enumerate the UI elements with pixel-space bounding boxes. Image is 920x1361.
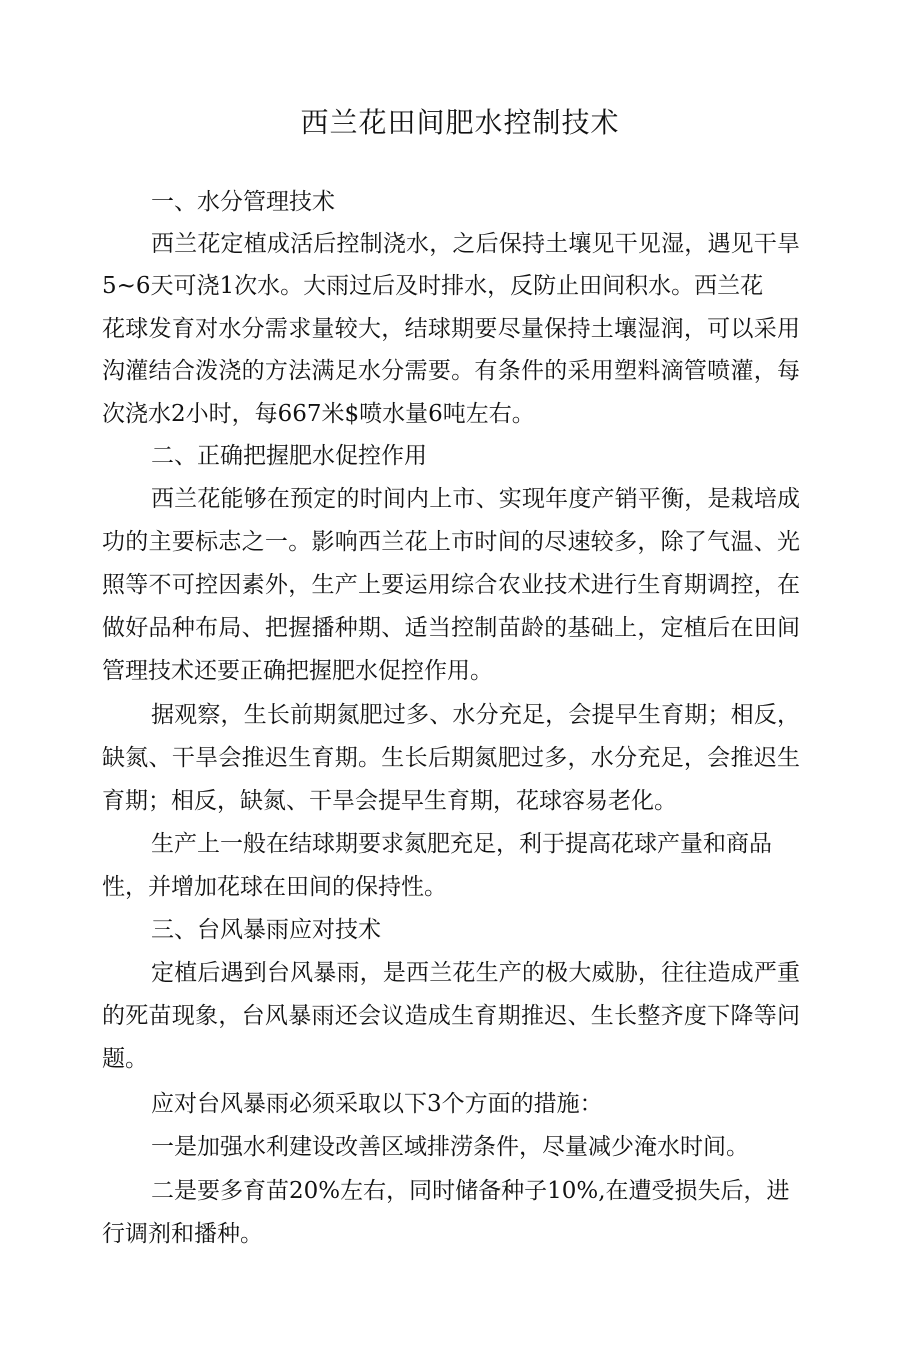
paragraph-line: 育期；相反，缺氮、干旱会提早生育期，花球容易老化。 — [102, 788, 677, 814]
paragraph-line: 一是加强水利建设改善区域排涝条件，尽量减少淹水时间。 — [151, 1134, 749, 1160]
paragraph-line: 题。 — [102, 1046, 148, 1072]
paragraph-line: 管理技术还要正确把握肥水促控作用。 — [102, 658, 493, 684]
paragraph-line: 二是要多育苗20%左右，同时储备种子10%,在遭受损失后，进 — [151, 1178, 790, 1204]
paragraph-line: 沟灌结合泼浇的方法满足水分需要。有条件的采用塑料滴管喷灌，每 — [102, 358, 800, 384]
paragraph-line: 定植后遇到台风暴雨，是西兰花生产的极大威胁，往往造成严重 — [151, 960, 800, 986]
paragraph-line: 5~6天可浇1次水。大雨过后及时排水，反防止田间积水。西兰花 — [102, 273, 764, 299]
paragraph-line: 做好品种布局、把握播种期、适当控制苗龄的基础上，定植后在田间 — [102, 615, 800, 641]
paragraph-line: 据观察，生长前期氮肥过多、水分充足，会提早生育期；相反， — [151, 702, 800, 728]
paragraph-line: 缺氮、干旱会推迟生育期。生长后期氮肥过多，水分充足，会推迟生 — [102, 745, 800, 771]
paragraph-line: 应对台风暴雨必须采取以下3个方面的措施： — [151, 1091, 603, 1117]
paragraph-line: 功的主要标志之一。影响西兰花上市时间的尽速较多，除了气温、光 — [102, 529, 800, 555]
paragraph-line: 行调剂和播种。 — [102, 1221, 263, 1247]
document-title: 西兰花田间肥水控制技术 — [300, 106, 620, 139]
paragraph-line: 生产上一般在结球期要求氮肥充足，利于提高花球产量和商品 — [151, 831, 772, 857]
paragraph-line: 次浇水2小时，每667米$喷水量6吨左右。 — [102, 401, 535, 427]
section-heading-fertilizer: 二、正确把握肥水促控作用 — [151, 443, 427, 469]
paragraph-line: 的死苗现象，台风暴雨还会议造成生育期推迟、生长整齐度下降等问 — [102, 1003, 800, 1029]
paragraph-line: 西兰花能够在预定的时间内上市、实现年度产销平衡，是栽培成 — [151, 486, 800, 512]
paragraph-line: 西兰花定植成活后控制浇水，之后保持土壤见干见湿，遇见干旱 — [151, 231, 800, 257]
paragraph-line: 花球发育对水分需求量较大，结球期要尽量保持土壤湿润，可以采用 — [102, 316, 800, 342]
paragraph-line: 照等不可控因素外，生产上要运用综合农业技术进行生育期调控，在 — [102, 572, 800, 598]
section-heading-typhoon: 三、台风暴雨应对技术 — [151, 917, 381, 943]
paragraph-line: 性，并增加花球在田间的保持性。 — [102, 874, 447, 900]
section-heading-water: 一、水分管理技术 — [151, 189, 335, 215]
